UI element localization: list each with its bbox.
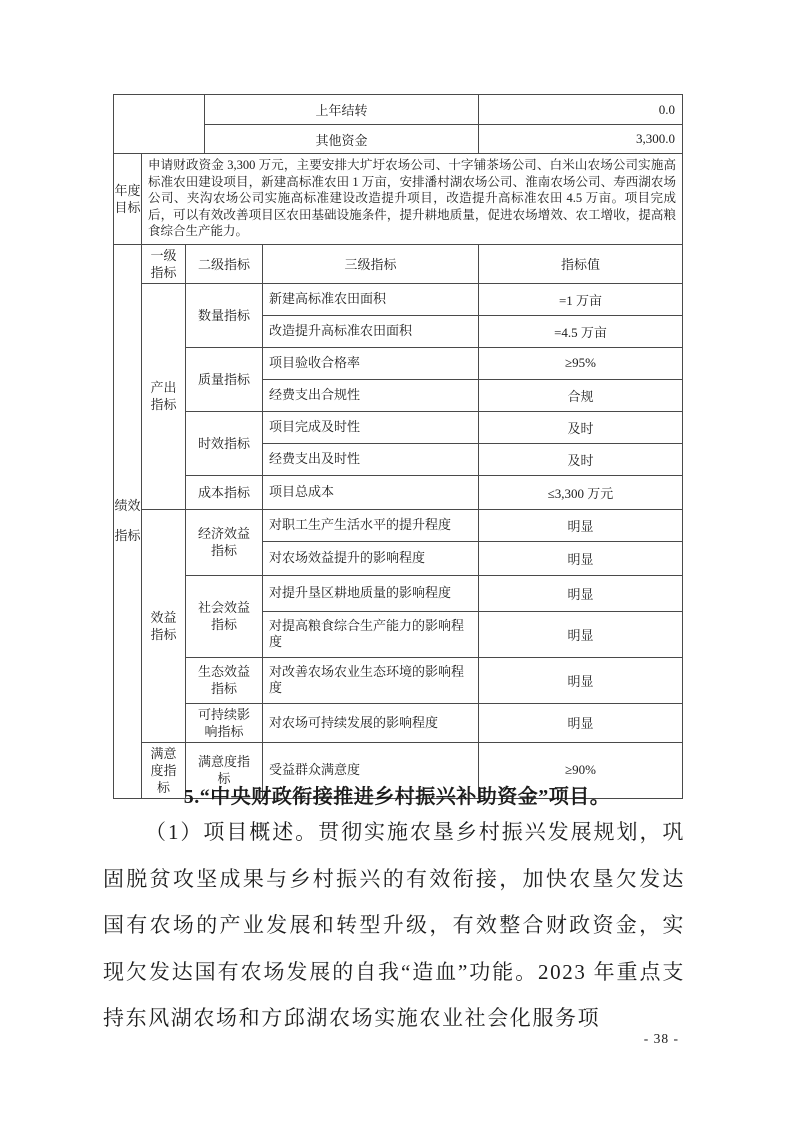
- body-paragraph: （1）项目概述。贯彻实施农垦乡村振兴发展规划，巩固脱贫攻坚成果与乡村振兴的有效衔接，加快农垦欠发达国有农场的产业发展和转型升级，有效整合财政资金，实现欠发达国有农场发展的自我“造血”功能。2023 年重点支持东风湖农场和方邱湖农场实施农业社会化服务项: [103, 820, 685, 1030]
- level2-cell: 经济效益指标: [186, 509, 263, 575]
- level1-cell: 产出指标: [142, 283, 186, 509]
- level3-cell: 经费支出及时性: [263, 443, 479, 475]
- value-cell: 明显: [479, 575, 683, 611]
- value-cell: =4.5 万亩: [479, 315, 683, 347]
- indicator-row: [114, 703, 683, 742]
- indicator-row: [114, 657, 683, 703]
- blank-cell: [114, 95, 205, 154]
- tables-container: [113, 94, 682, 799]
- funding-row-label: 其他资金: [205, 125, 479, 154]
- value-cell: ≤3,300 万元: [479, 475, 683, 509]
- indicator-row: [114, 575, 683, 611]
- level3-cell: 对改善农场农业生态环境的影响程度: [263, 657, 479, 703]
- annual-goal-row: [114, 154, 683, 245]
- level3-cell: 改造提升高标准农田面积: [263, 315, 479, 347]
- level2-cell: 生态效益指标: [186, 657, 263, 703]
- table-row: [114, 95, 683, 125]
- value-cell: 明显: [479, 541, 683, 575]
- level3-cell: 对提高粮食综合生产能力的影响程度: [263, 611, 479, 657]
- funding-summary-table: [113, 94, 683, 245]
- annual-goal-label: 年度目标: [114, 154, 142, 245]
- level3-cell: 经费支出合规性: [263, 379, 479, 411]
- level2-cell: 时效指标: [186, 411, 263, 475]
- level1-cell: 满意度指标: [142, 742, 186, 798]
- level3-cell: 对提升垦区耕地质量的影响程度: [263, 575, 479, 611]
- value-cell: 明显: [479, 611, 683, 657]
- value-cell: 明显: [479, 657, 683, 703]
- level1-cell: 效益指标: [142, 509, 186, 742]
- page-number: - 38 -: [643, 1031, 679, 1046]
- value-cell: 及时: [479, 411, 683, 443]
- level3-cell: 受益群众满意度: [263, 742, 479, 798]
- header-value: 指标值: [479, 244, 683, 283]
- section-heading: 5.“中央财政衔接推进乡村振兴补助资金”项目。: [183, 786, 611, 808]
- indicator-row: [114, 475, 683, 509]
- header-level3: 三级指标: [263, 244, 479, 283]
- level2-cell: 满意度指标: [186, 742, 263, 798]
- level3-cell: 对农场可持续发展的影响程度: [263, 703, 479, 742]
- level3-cell: 项目验收合格率: [263, 347, 479, 379]
- level2-cell: 数量指标: [186, 283, 263, 347]
- value-cell: ≥90%: [479, 742, 683, 798]
- funding-row-value: 0.0: [479, 95, 683, 125]
- indicator-header-row: [114, 244, 683, 283]
- value-cell: 明显: [479, 509, 683, 541]
- level2-cell: 质量指标: [186, 347, 263, 411]
- level3-cell: 新建高标准农田面积: [263, 283, 479, 315]
- indicator-row: [114, 347, 683, 379]
- value-cell: 及时: [479, 443, 683, 475]
- level2-cell: 可持续影响指标: [186, 703, 263, 742]
- value-cell: ≥95%: [479, 347, 683, 379]
- level3-cell: 对农场效益提升的影响程度: [263, 541, 479, 575]
- value-cell: 明显: [479, 703, 683, 742]
- funding-row-value: 3,300.0: [479, 125, 683, 154]
- indicator-row: [114, 509, 683, 541]
- performance-side-label: 绩效指标: [114, 244, 142, 798]
- value-cell: =1 万亩: [479, 283, 683, 315]
- level3-cell: 对职工生产生活水平的提升程度: [263, 509, 479, 541]
- indicator-row: [114, 411, 683, 443]
- level3-cell: 项目完成及时性: [263, 411, 479, 443]
- level2-cell: 社会效益指标: [186, 575, 263, 657]
- level2-cell: 成本指标: [186, 475, 263, 509]
- annual-goal-text: 申请财政资金 3,300 万元，主要安排大圹圩农场公司、十字铺茶场公司、白米山农场公司实施高标准农田建设项目，新建高标准农田 1 万亩，安排潘村湖农场公司、淮南农场公司、寿西湖农场公司、夹沟农场公司实施高标准建设改造提升项目，改造提升高标准农田 4.5 万亩。项目完成后，可以有效改善项目区农田基础设施条件，提升耕地质量，促进农场增效、农工增收，提高粮食综合生产能力。: [142, 154, 683, 245]
- header-level2: 二级指标: [186, 244, 263, 283]
- indicator-row: [114, 283, 683, 315]
- funding-row-label: 上年结转: [205, 95, 479, 125]
- performance-indicator-table: [113, 244, 683, 799]
- value-cell: 合规: [479, 379, 683, 411]
- level3-cell: 项目总成本: [263, 475, 479, 509]
- header-level1: 一级指标: [142, 244, 186, 283]
